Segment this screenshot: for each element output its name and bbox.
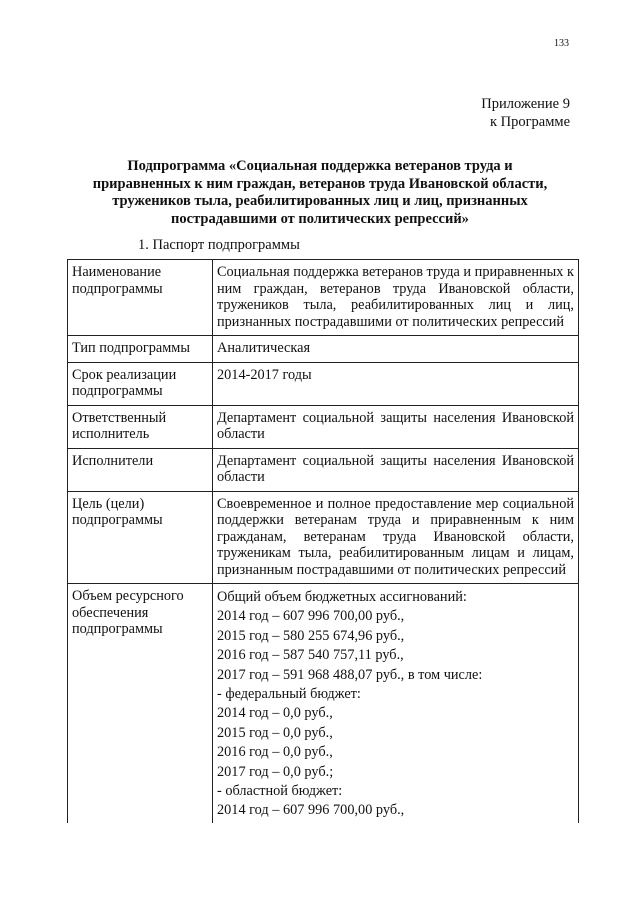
row-label: Цель (цели) подпрограммы [68,491,213,584]
funding-line: 2016 год – 587 540 757,11 руб., [217,647,404,664]
table-row [68,260,579,336]
funding-line: 2015 год – 0,0 руб., [217,724,333,741]
row-value: Департамент социальной защиты населения Ивановской области [213,405,579,448]
funding-line: 2014 год – 0,0 руб., [217,705,333,722]
funding-line: - областной бюджет: [217,783,343,800]
page-number: 133 [554,38,569,49]
funding-line: 2014 год – 607 996 700,00 руб., [217,608,405,625]
funding-row [68,584,579,823]
row-value: 2014-2017 годы [213,362,579,405]
funding-line: - федеральный бюджет: [217,686,361,703]
funding-line: 2017 год – 0,0 руб.; [217,763,334,780]
row-label: Исполнители [68,448,213,491]
section-heading: 1. Паспорт подпрограммы [138,237,300,253]
row-value: Социальная поддержка ветеранов труда и приравненных к ним граждан, ветеранов труда Ивановской области, тружеников тыла, реабилитированных лиц и лиц, признанных пострадавшими от политических репрессий [213,260,579,336]
funding-line: Общий объем бюджетных ассигнований: [217,589,467,605]
table-row [68,448,579,491]
row-label: Срок реализации подпрограммы [68,362,213,405]
table-row [68,336,579,363]
row-label: Тип подпрограммы [68,336,213,363]
subprogram-title: Подпрограмма «Социальная поддержка ветеранов труда и приравненных к ним граждан, ветеранов труда Ивановской области, тружеников тыла, реабилитированных лиц и лиц, признанных пострадавшими от политических репрессий» [92,158,548,227]
passport-table [67,259,579,823]
row-value: Аналитическая [213,336,579,363]
appendix-line-2: к Программе [489,114,570,130]
appendix-line-1: Приложение 9 [481,96,570,112]
funding-line: 2015 год – 580 255 674,96 руб., [217,627,405,644]
funding-label: Объем ресурсного обеспечения подпрограммы [68,584,213,823]
table-row [68,405,579,448]
appendix-reference [481,95,570,131]
row-value: Своевременное и полное предоставление мер социальной поддержки ветеранам труда и приравненным к ним гражданам, ветеранам труда Ивановской области, труженикам тыла, реабилитированным лицам и лицам, признанным пострадавшими от политических репрессий [213,491,579,584]
funding-line: 2016 год – 0,0 руб., [217,744,333,761]
row-value: Департамент социальной защиты населения Ивановской области [213,448,579,491]
table-row [68,362,579,405]
funding-line: 2014 год – 607 996 700,00 руб., [217,802,405,819]
funding-line: 2017 год – 591 968 488,07 руб., в том числе: [217,666,483,683]
row-label: Наименование подпрограммы [68,260,213,336]
funding-value [213,584,579,823]
row-label: Ответственный исполнитель [68,405,213,448]
table-row [68,491,579,584]
